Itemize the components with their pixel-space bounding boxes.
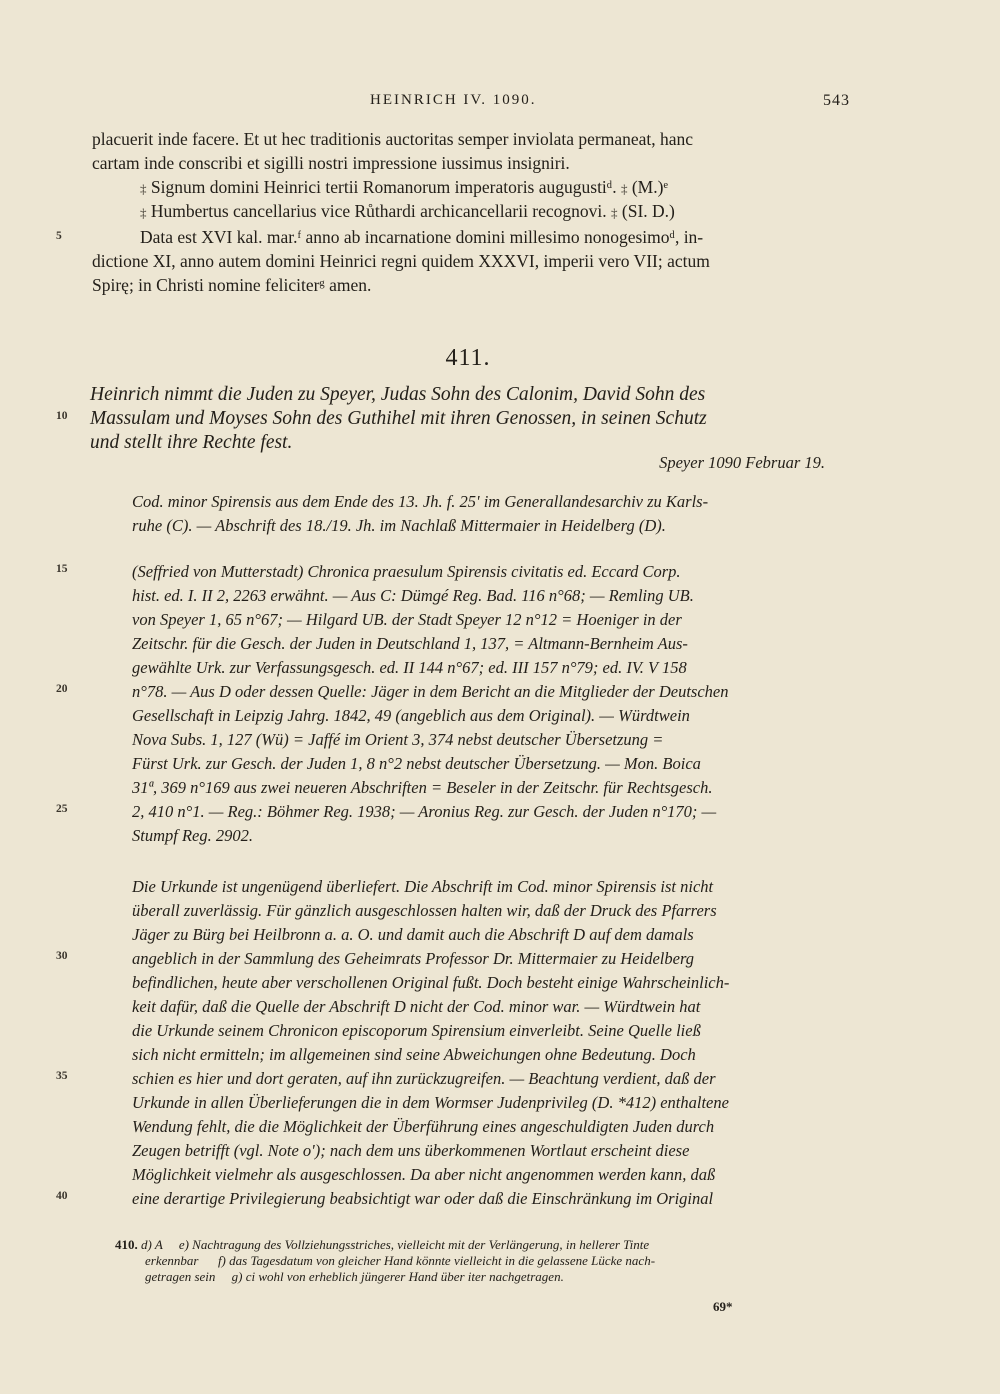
cross-mark: ‡ <box>140 181 147 196</box>
commentary-line: Die Urkunde ist ungenügend überliefert. Die Abschrift im Cod. minor Spirensis ist nicht <box>132 877 714 896</box>
edition-line: n°78. — Aus D oder dessen Quelle: Jäger in dem Bericht an die Mitglieder der Deutschen <box>132 682 729 701</box>
charter-signum: Signum domini Heinrici tertii Romanorum imperatoris augugustiᵈ. <box>150 177 617 197</box>
charter-signum-line <box>140 176 850 200</box>
line-number: 15 <box>56 563 68 575</box>
footnote-line <box>115 1237 850 1252</box>
edition-line: Nova Subs. 1, 127 (Wü) = Jaffé im Orient 3, 374 nebst deutscher Übersetzung = <box>132 730 664 749</box>
commentary-line: Jäger zu Bürg bei Heilbronn a. a. O. und damit auch die Abschrift D auf dem damals <box>132 925 694 944</box>
commentary-line: befindlichen, heute aber verschollenen Original fußt. Doch besteht einige Wahrscheinlich- <box>132 973 730 992</box>
cross-mark: ‡ <box>611 205 618 220</box>
footnote-e-continued: erkennbar <box>145 1253 199 1268</box>
page-number: 543 <box>823 92 850 109</box>
source-line: Cod. minor Spirensis aus dem Ende des 13. Jh. f. 25' im Generallandesarchiv zu Karls- <box>132 492 709 511</box>
commentary-line: angeblich in der Sammlung des Geheimrats Professor Dr. Mittermaier zu Heidelberg <box>132 949 695 968</box>
dating-line: Speyer 1090 Februar 19. <box>659 453 825 472</box>
line-number: 40 <box>56 1190 68 1202</box>
cross-mark: ‡ <box>620 181 628 196</box>
footnote-g: g) ci wohl von erheblich jüngerer Hand über iter nachgetragen. <box>231 1269 564 1284</box>
edition-line: (Seffried von Mutterstadt) Chronica praesulum Spirensis civitatis ed. Eccard Corp. <box>132 562 681 581</box>
line-number: 30 <box>56 950 68 962</box>
charter-line: Data est XVI kal. mar.ᶠ anno ab incarnatione domini millesimo nonogesimoᵈ, in- <box>140 227 704 247</box>
footnote-reference: 410. <box>115 1237 138 1252</box>
edition-line: Stumpf Reg. 2902. <box>132 826 253 845</box>
charter-recognition: Humbertus cancellarius vice Růthardi archicancellarii recognovi. <box>150 201 607 221</box>
footnote-d: d) A <box>141 1237 163 1252</box>
line-number: 20 <box>56 683 68 695</box>
commentary-line: Urkunde in allen Überlieferungen die in dem Wormser Judenprivileg (D. *412) enthaltene <box>132 1093 729 1112</box>
edition-line: von Speyer 1, 65 n°67; — Hilgard UB. der Stadt Speyer 12 n°12 = Hoeniger in der <box>132 610 682 629</box>
footnote-f: f) das Tagesdatum von gleicher Hand könnte vielleicht in die gelassene Lücke nach- <box>217 1253 656 1268</box>
edition-line: gewählte Urk. zur Verfassungsgesch. ed. II 144 n°67; ed. III 157 n°79; ed. IV. V 158 <box>132 658 687 677</box>
line-number: 10 <box>56 410 68 422</box>
commentary-line: Wendung fehlt, die die Möglichkeit der Überführung eines angeschuldigten Juden durch <box>132 1117 715 1136</box>
commentary-line: keit dafür, daß die Quelle der Abschrift D nicht der Cod. minor war. — Würdtwein hat <box>132 997 701 1016</box>
charter-line: cartam inde conscribi et sigilli nostri impressione iussimus insigniri. <box>92 153 570 173</box>
seal-mark: (SI. D.) <box>621 201 675 221</box>
commentary-line: schien es hier und dort geraten, auf ihn zurückzugreifen. — Beachtung verdient, daß der <box>132 1069 716 1088</box>
source-line: ruhe (C). — Abschrift des 18./19. Jh. im Nachlaß Mittermaier in Heidelberg (D). <box>132 516 666 535</box>
edition-line: Fürst Urk. zur Gesch. der Juden 1, 8 n°2 nebst deutscher Übersetzung. — Mon. Boica <box>132 754 701 773</box>
edition-line: 2, 410 n°1. — Reg.: Böhmer Reg. 1938; — Aronius Reg. zur Gesch. der Juden n°170; — <box>132 802 717 821</box>
document-number: 411. <box>445 345 491 371</box>
commentary-line: eine derartige Privilegierung beabsichtigt war oder daß die Einschränkung im Original <box>132 1189 714 1208</box>
charter-line: Spirę; in Christi nomine feliciterᵍ amen. <box>92 275 372 295</box>
edition-line: hist. ed. I. II 2, 2263 erwähnt. — Aus C: Dümgé Reg. Bad. 116 n°68; — Remling UB. <box>132 586 694 605</box>
charter-line: dictione XI, anno autem domini Heinrici regni quidem XXXVI, imperii vero VII; actum <box>92 251 710 271</box>
cross-mark: ‡ <box>140 205 147 220</box>
edition-line: Gesellschaft in Leipzig Jahrg. 1842, 49 (angeblich aus dem Original). — Würdtwein <box>132 706 690 725</box>
charter-line: placuerit inde facere. Et ut hec traditionis auctoritas semper inviolata permaneat, hanc <box>92 129 694 149</box>
commentary-line: Möglichkeit vielmehr als ausgeschlossen. Da aber nicht angenommen werden kann, daß <box>132 1165 716 1184</box>
monogram-mark: (M.)ᵉ <box>631 177 668 197</box>
regest-line: und stellt ihre Rechte fest. <box>90 432 293 453</box>
footnote-f-continued: getragen sein <box>145 1269 216 1284</box>
edition-line: 31ª, 369 n°169 aus zwei neueren Abschriften = Beseler in der Zeitschr. für Rechtsgesch. <box>132 778 713 797</box>
regest-line: Massulam und Moyses Sohn des Guthihel mit ihren Genossen, in seinen Schutz <box>90 408 707 429</box>
footnote-e: e) Nachtragung des Vollziehungsstriches, vielleicht mit der Verlängerung, in hellerer Tinte <box>178 1237 650 1252</box>
running-header <box>92 92 852 114</box>
edition-line: Zeitschr. für die Gesch. der Juden in Deutschland 1, 137, = Altmann-Bernheim Aus- <box>132 634 688 653</box>
running-title: HEINRICH IV. 1090. <box>370 92 537 108</box>
footnote-line <box>145 1269 880 1284</box>
commentary-line: die Urkunde seinem Chronicon episcoporum Spirensium einverleibt. Seine Quelle ließ <box>132 1021 701 1040</box>
line-number: 25 <box>56 803 68 815</box>
regest-line: Heinrich nimmt die Juden zu Speyer, Judas Sohn des Calonim, David Sohn des <box>90 384 706 405</box>
commentary-line: überall zuverlässig. Für gänzlich ausgeschlossen halten wir, daß der Druck des Pfarrers <box>132 901 717 920</box>
commentary-line: sich nicht ermitteln; im allgemeinen sind seine Abweichungen ohne Bedeutung. Doch <box>132 1045 696 1064</box>
signature-mark: 69* <box>713 1299 733 1314</box>
line-number: 5 <box>56 230 62 242</box>
commentary-line: Zeugen betrifft (vgl. Note o'); nach dem uns überkommenen Wortlaut erscheint diese <box>132 1141 690 1160</box>
line-number: 35 <box>56 1070 68 1082</box>
charter-recognition-line <box>140 200 850 224</box>
footnote-line <box>145 1253 880 1268</box>
